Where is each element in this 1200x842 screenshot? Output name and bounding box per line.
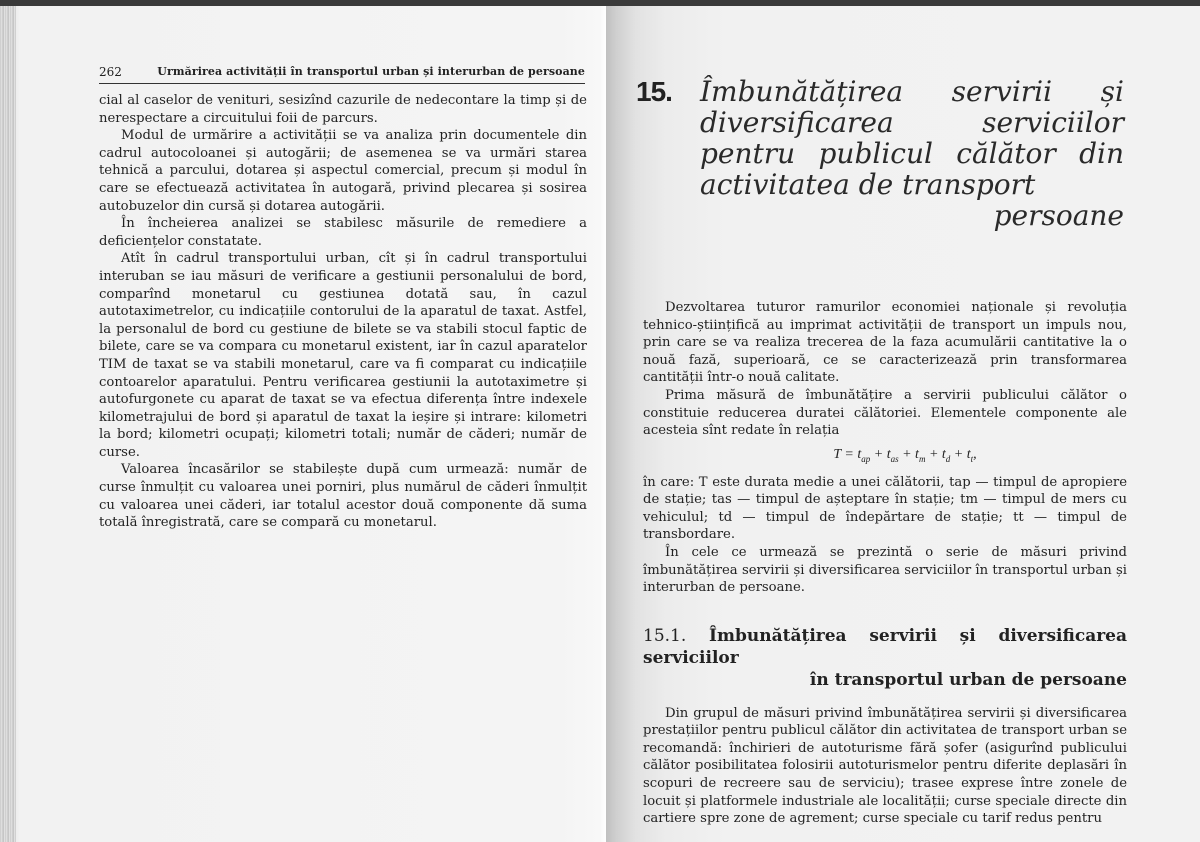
- paragraph: Atît în cadrul transportului urban, cît și în cadrul transportului interuban se iau măsuri de verificare a gestiunii personalului de bord, comparînd monetarul cu gestiunea dotată sau, în cazul autotaximetrelor, cu indicațiile contorului de la aparatul de taxat. Astfel, la personalul de bord cu gestiune de bilete se va stabili stocul faptic de bilete, care se va compara cu monetarul existent, iar în cazul aparatelor TIM de taxat se va stabili monetarul, care va fi comparat cu indicațiile contoarelor aparatului. Pentru verificarea gestiunii la autotaximetre și autofurgonete cu aparat de taxat se va efectua diferența între indexele kilometrajului de bord și aparatul de taxat la ieșire și intrare: kilometri la bord; kilometri ocupați; kilometri totali; număr de căderi; număr de curse.: [99, 251, 587, 460]
- chapter-heading: [636, 76, 1124, 231]
- paragraph: În încheierea analizei se stabilesc măsurile de remediere a deficiențelor constatate.: [99, 216, 587, 249]
- section-number: 15.1.: [643, 625, 687, 646]
- paragraph: Modul de urmărire a activității se va analiza prin documentele din cadrul autocoloanei și autogării; de asemenea se va urmări starea tehnică a parcului, dotarea și aspectul comercial, precum și modul în care se efectuează activitatea în autogară, privind plecarea și sosirea autobuzelor din cursă și dotarea autogării.: [99, 128, 587, 214]
- formula-term: $t_{ap}$: [857, 446, 871, 464]
- running-header: [99, 65, 585, 84]
- chapter-number: 15.: [636, 76, 672, 107]
- paragraph: Valoarea încasărilor se stabilește după cum urmează: număr de curse înmulțit cu valoarea unei porniri, plus numărul de căderi înmulțit cu valoarea unei căderi, iar totalul acestor două componente dă suma totală înregistrată, care se compară cu monetarul.: [99, 462, 587, 531]
- chapter-title-main: Îmbunătățirea servirii și diversificarea serviciilor pentru publicul călător din activitatea de transport: [700, 75, 1124, 201]
- paragraph: Prima măsură de îmbunătățire a servirii publicului călător o constituie reducerea duratei călătoriei. Elementele componente ale acesteia sînt redate în relația: [643, 387, 1127, 439]
- right-page-body: [643, 299, 1127, 828]
- page-stack-edge: [0, 6, 16, 842]
- section-title-line1: Îmbunătățirea servirii și diversificarea serviciilor: [643, 625, 1128, 668]
- formula: $T = t_{ap} + t_{as} + t_m + t_d + t_t$,: [833, 446, 977, 464]
- running-title: Urmărirea activității în transportul urban și interurban de persoane: [157, 65, 585, 78]
- paragraph: Dezvoltarea tuturor ramurilor economiei naționale și revoluția tehnico-științifică au imprimat activității de transport un impuls nou, prin care se va realiza trecerea de la faza acumulării cantitative la o nouă fază, superioară, ce se caracterizează prin transformarea cantității într-o nouă calitate.: [643, 300, 1127, 386]
- chapter-title: [700, 76, 1124, 231]
- formula-term: $t_t$: [966, 446, 974, 464]
- section-heading: [643, 625, 1127, 691]
- left-page-body: [99, 92, 587, 532]
- paragraph: Din grupul de măsuri privind îmbunătățirea servirii și diversificarea prestațiilor pentru publicul călător din activitatea de transport urban se recomandă: închirieri de autoturisme fără șofer (asigurînd publicului călător posibilitatea folosirii autoturismelor pentru diferite deplasări în scopuri de recreere sau de serviciu); trasee exprese între zonele de locuit și platformele industriale ale localității; curse speciale directe din cartiere spre zone de agrement; curse speciale cu tarif redus pentru: [643, 705, 1127, 827]
- formula-term: $t_d$: [941, 446, 951, 464]
- chapter-title-last: persoane: [993, 199, 1124, 232]
- formula-term: $t_m$: [915, 446, 926, 464]
- formula-term: $t_{as}$: [886, 446, 899, 464]
- paragraph: În cele ce urmează se prezintă o serie de măsuri privind îmbunătățirea servirii și diversificarea serviciilor în transportul urban și interurban de persoane.: [643, 544, 1127, 596]
- page-number: 262: [99, 65, 122, 79]
- section-title-line2: în transportul urban de persoane: [809, 669, 1127, 690]
- paragraph: cial al caselor de venituri, sesizînd cazurile de nedecontare la timp și de nerespectare a circuitului foii de parcurs.: [99, 93, 587, 126]
- formula-explanation: în care: T este durata medie a unei călătorii, tap — timpul de apropiere de stație; tas — timpul de așteptare în stație; tm — timpul de mers cu vehiculul; td — timpul de îndepărtare de stație; tt — timpul de transbordare.: [643, 474, 1127, 543]
- formula-lhs: T: [833, 446, 841, 462]
- book-spread: [0, 6, 1200, 842]
